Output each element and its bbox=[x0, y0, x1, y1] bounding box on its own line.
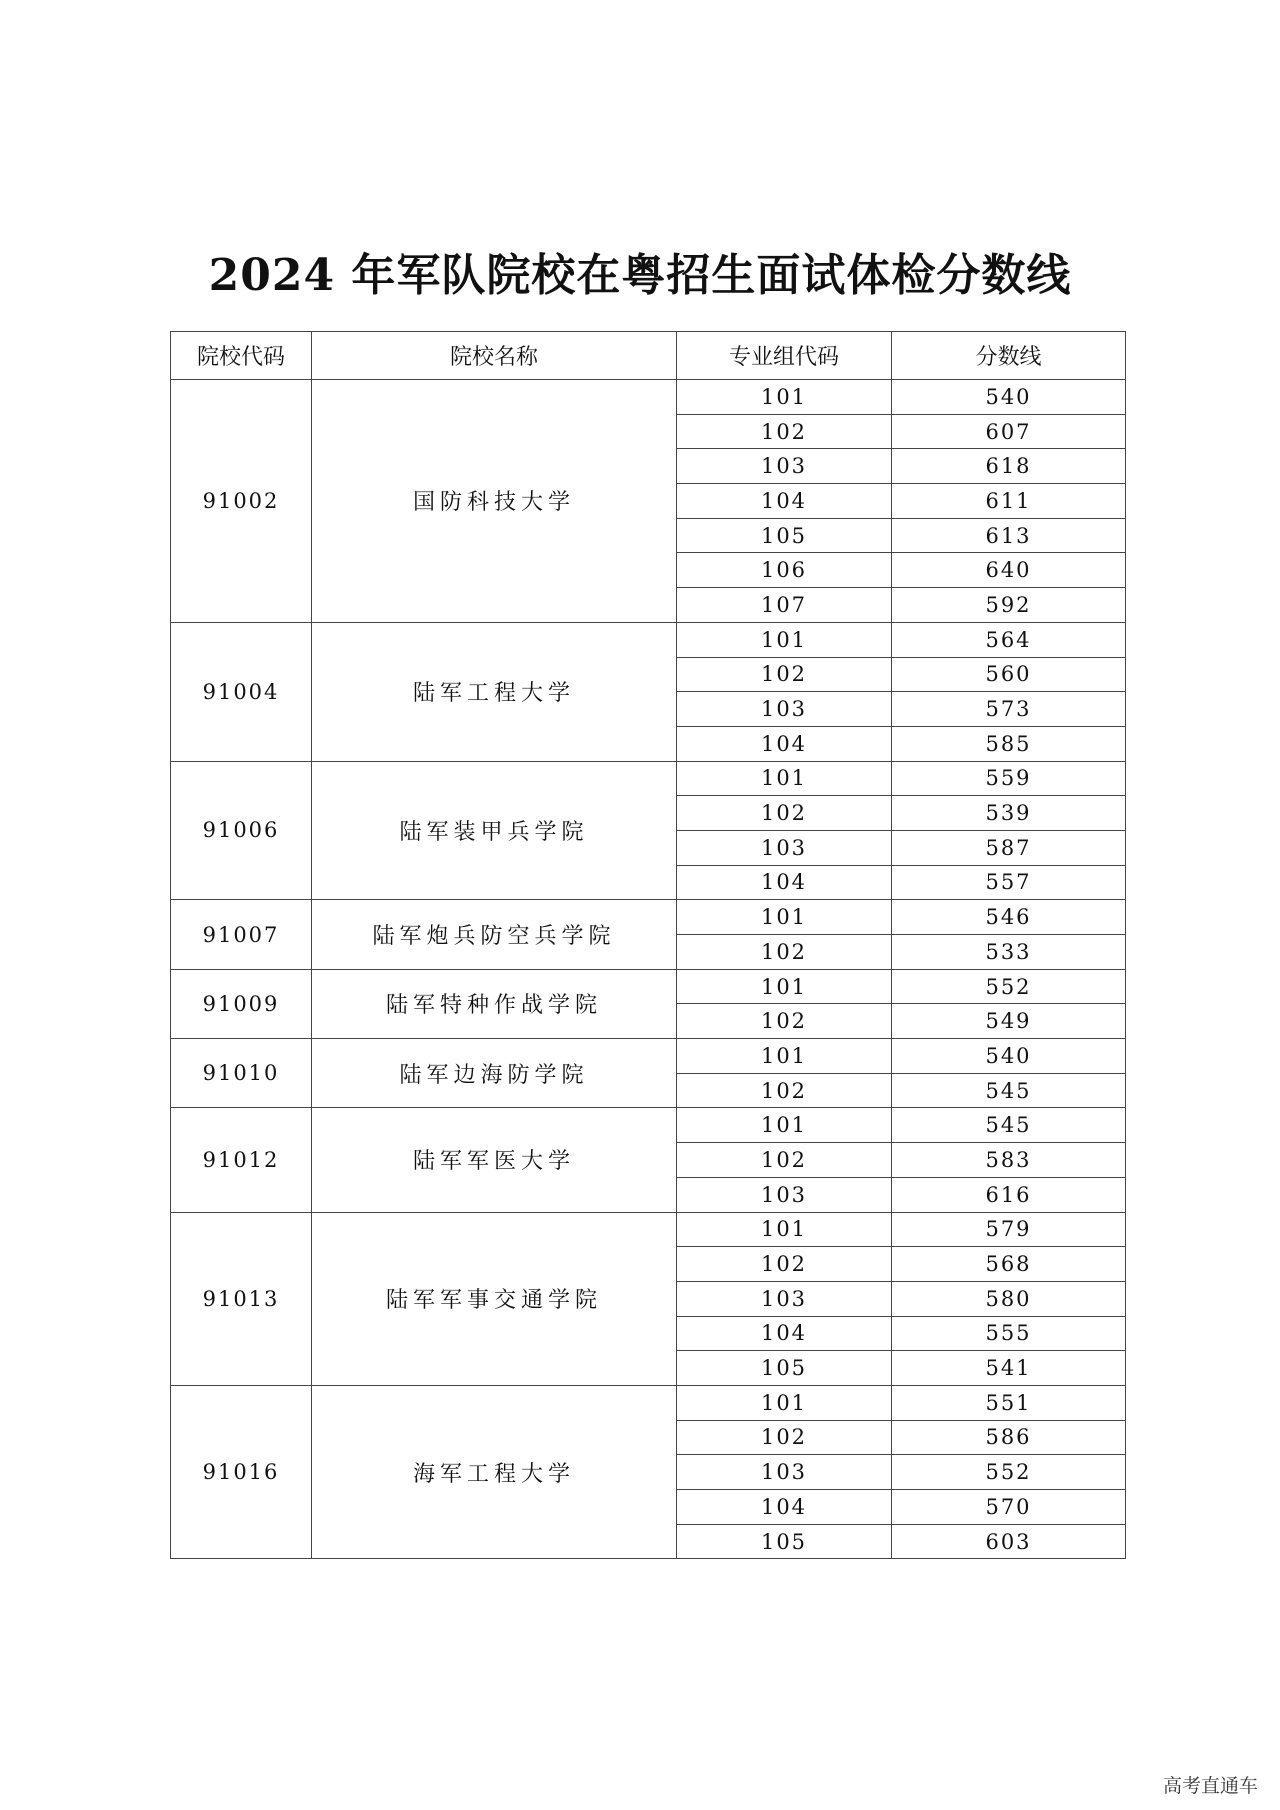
group-code-cell: 101 bbox=[677, 900, 892, 935]
group-code-cell: 101 bbox=[677, 761, 892, 796]
score-cell: 592 bbox=[892, 588, 1126, 623]
group-code-cell: 101 bbox=[677, 969, 892, 1004]
school-name-cell: 陆军军医大学 bbox=[312, 1108, 677, 1212]
score-cell: 618 bbox=[892, 449, 1126, 484]
table-row bbox=[171, 1039, 1126, 1074]
school-name-cell: 陆军炮兵防空兵学院 bbox=[312, 900, 677, 969]
score-cell: 551 bbox=[892, 1385, 1126, 1420]
school-code-cell: 91016 bbox=[171, 1385, 312, 1558]
table-header-row bbox=[171, 332, 1126, 380]
group-code-cell: 107 bbox=[677, 588, 892, 623]
score-table-body bbox=[171, 380, 1126, 1559]
score-cell: 568 bbox=[892, 1247, 1126, 1282]
group-code-cell: 101 bbox=[677, 1108, 892, 1143]
group-code-cell: 103 bbox=[677, 830, 892, 865]
score-cell: 539 bbox=[892, 796, 1126, 831]
header-group-code: 专业组代码 bbox=[677, 332, 892, 380]
score-cell: 546 bbox=[892, 900, 1126, 935]
score-table bbox=[170, 331, 1126, 1559]
score-cell: 559 bbox=[892, 761, 1126, 796]
school-name-cell: 国防科技大学 bbox=[312, 380, 677, 623]
table-row bbox=[171, 1385, 1126, 1420]
group-code-cell: 102 bbox=[677, 935, 892, 970]
group-code-cell: 106 bbox=[677, 553, 892, 588]
score-cell: 540 bbox=[892, 1039, 1126, 1074]
group-code-cell: 105 bbox=[677, 1351, 892, 1386]
table-row bbox=[171, 1212, 1126, 1247]
group-code-cell: 105 bbox=[677, 1524, 892, 1559]
page-title: 2024 年军队院校在粤招生面试体检分数线 bbox=[208, 250, 1072, 301]
group-code-cell: 103 bbox=[677, 1281, 892, 1316]
score-cell: 613 bbox=[892, 518, 1126, 553]
group-code-cell: 101 bbox=[677, 1212, 892, 1247]
score-cell: 545 bbox=[892, 1108, 1126, 1143]
group-code-cell: 101 bbox=[677, 1385, 892, 1420]
score-cell: 583 bbox=[892, 1143, 1126, 1178]
watermark-text: 高考直通车 bbox=[1162, 1775, 1258, 1797]
score-cell: 607 bbox=[892, 414, 1126, 449]
table-row bbox=[171, 622, 1126, 657]
score-cell: 552 bbox=[892, 1455, 1126, 1490]
group-code-cell: 102 bbox=[677, 796, 892, 831]
school-code-cell: 91007 bbox=[171, 900, 312, 969]
group-code-cell: 104 bbox=[677, 865, 892, 900]
group-code-cell: 104 bbox=[677, 1316, 892, 1351]
score-cell: 611 bbox=[892, 484, 1126, 519]
group-code-cell: 103 bbox=[677, 1455, 892, 1490]
group-code-cell: 102 bbox=[677, 1073, 892, 1108]
group-code-cell: 102 bbox=[677, 1420, 892, 1455]
table-row bbox=[171, 380, 1126, 415]
group-code-cell: 102 bbox=[677, 657, 892, 692]
group-code-cell: 102 bbox=[677, 1004, 892, 1039]
score-cell: 616 bbox=[892, 1177, 1126, 1212]
group-code-cell: 104 bbox=[677, 1490, 892, 1525]
score-cell: 564 bbox=[892, 622, 1126, 657]
score-cell: 549 bbox=[892, 1004, 1126, 1039]
score-cell: 579 bbox=[892, 1212, 1126, 1247]
score-cell: 552 bbox=[892, 969, 1126, 1004]
school-name-cell: 海军工程大学 bbox=[312, 1385, 677, 1558]
table-row bbox=[171, 1108, 1126, 1143]
group-code-cell: 101 bbox=[677, 1039, 892, 1074]
group-code-cell: 102 bbox=[677, 414, 892, 449]
group-code-cell: 102 bbox=[677, 1143, 892, 1178]
score-cell: 540 bbox=[892, 380, 1126, 415]
group-code-cell: 102 bbox=[677, 1247, 892, 1282]
school-code-cell: 91013 bbox=[171, 1212, 312, 1385]
group-code-cell: 101 bbox=[677, 380, 892, 415]
group-code-cell: 104 bbox=[677, 484, 892, 519]
score-cell: 586 bbox=[892, 1420, 1126, 1455]
header-score-line: 分数线 bbox=[892, 332, 1126, 380]
group-code-cell: 101 bbox=[677, 622, 892, 657]
school-name-cell: 陆军装甲兵学院 bbox=[312, 761, 677, 900]
school-name-cell: 陆军边海防学院 bbox=[312, 1039, 677, 1108]
table-row bbox=[171, 969, 1126, 1004]
score-cell: 570 bbox=[892, 1490, 1126, 1525]
school-code-cell: 91006 bbox=[171, 761, 312, 900]
score-cell: 541 bbox=[892, 1351, 1126, 1386]
score-cell: 557 bbox=[892, 865, 1126, 900]
group-code-cell: 104 bbox=[677, 726, 892, 761]
header-school-code: 院校代码 bbox=[171, 332, 312, 380]
score-cell: 587 bbox=[892, 830, 1126, 865]
score-cell: 555 bbox=[892, 1316, 1126, 1351]
school-name-cell: 陆军工程大学 bbox=[312, 622, 677, 761]
school-code-cell: 91010 bbox=[171, 1039, 312, 1108]
score-cell: 580 bbox=[892, 1281, 1126, 1316]
school-name-cell: 陆军军事交通学院 bbox=[312, 1212, 677, 1385]
group-code-cell: 103 bbox=[677, 692, 892, 727]
school-code-cell: 91012 bbox=[171, 1108, 312, 1212]
school-code-cell: 91004 bbox=[171, 622, 312, 761]
score-cell: 560 bbox=[892, 657, 1126, 692]
score-cell: 640 bbox=[892, 553, 1126, 588]
table-row bbox=[171, 900, 1126, 935]
score-cell: 545 bbox=[892, 1073, 1126, 1108]
score-cell: 585 bbox=[892, 726, 1126, 761]
school-code-cell: 91002 bbox=[171, 380, 312, 623]
group-code-cell: 103 bbox=[677, 1177, 892, 1212]
school-code-cell: 91009 bbox=[171, 969, 312, 1038]
score-cell: 573 bbox=[892, 692, 1126, 727]
score-cell: 603 bbox=[892, 1524, 1126, 1559]
school-name-cell: 陆军特种作战学院 bbox=[312, 969, 677, 1038]
score-cell: 533 bbox=[892, 935, 1126, 970]
group-code-cell: 103 bbox=[677, 449, 892, 484]
header-school-name: 院校名称 bbox=[312, 332, 677, 380]
group-code-cell: 105 bbox=[677, 518, 892, 553]
table-row bbox=[171, 761, 1126, 796]
